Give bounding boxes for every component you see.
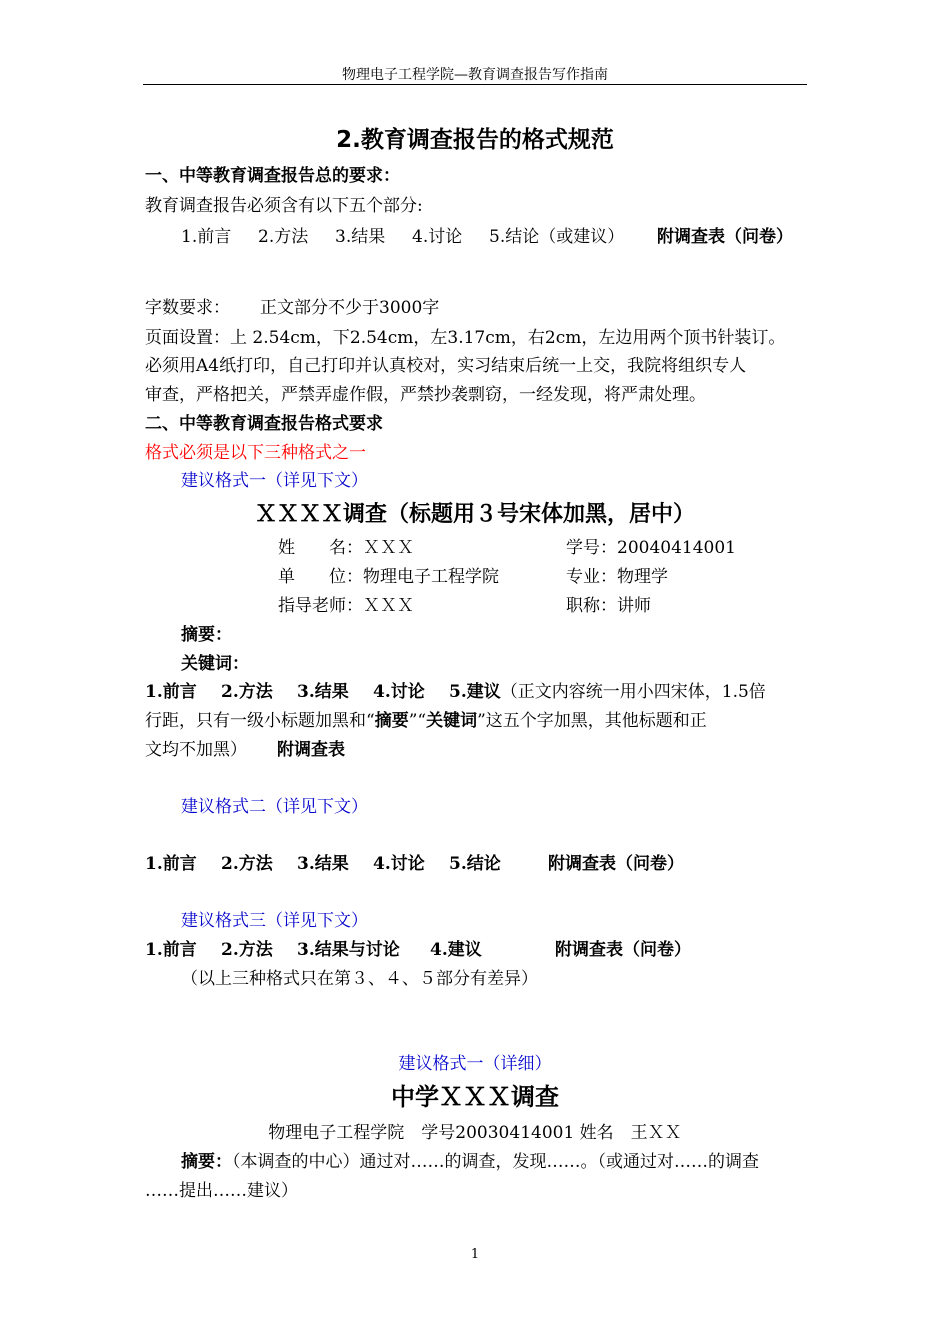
field-student-id: 学号：20040414001	[566, 538, 736, 558]
abstract-label: 摘要：	[181, 1152, 232, 1172]
part-item: 2.方法	[221, 682, 273, 702]
keywords-label: 关键词：	[181, 654, 249, 674]
format-note: （正文内容统一用小四宋体，1.5倍	[500, 682, 766, 702]
page-setup-line: 审查，严格把关，严禁弄虚作假，严禁抄袭剽窃，一经发现，将严肃处理。	[145, 385, 706, 405]
part-item: 4.讨论	[412, 227, 463, 247]
detail-label: 建议格式一（详细）	[398, 1054, 552, 1074]
part-item: 4.讨论	[373, 854, 425, 874]
part-item: 5.建议	[449, 682, 501, 702]
detail-title: 中学ＸＸＸ调查	[391, 1083, 559, 1111]
format3-label: 建议格式三（详见下文）	[181, 911, 368, 931]
format2-parts-line	[145, 849, 684, 874]
section2-heading: 二、中等教育调查报告格式要求	[145, 414, 383, 434]
section1-parts	[181, 222, 793, 247]
bold-keywords-word: 关键词	[426, 711, 478, 731]
part-item: 3.结果	[297, 682, 349, 702]
page-title: 2.教育调查报告的格式规范	[336, 127, 614, 153]
page-number: 1	[470, 1247, 480, 1262]
part-item: 1.前言	[145, 682, 197, 702]
appendix-label: 附调查表	[277, 740, 345, 760]
part-item: 2.方法	[221, 940, 273, 960]
appendix-label: 附调查表（问卷）	[555, 940, 691, 960]
red-note: 格式必须是以下三种格式之一	[145, 443, 366, 463]
part-item: 4.建议	[430, 940, 482, 960]
section1-heading: 一、中等教育调查报告总的要求：	[145, 166, 400, 186]
part-item: 2.方法	[221, 854, 273, 874]
appendix-label: 附调查表（问卷）	[548, 854, 684, 874]
detail-abstract-line: ……提出……建议）	[145, 1181, 298, 1201]
word-count-label: 字数要求：	[145, 298, 230, 318]
format1-parts-line	[145, 677, 766, 702]
field-title: 职称：讲师	[566, 596, 651, 616]
part-item: 3.结果	[297, 854, 349, 874]
field-name: 姓 名：ＸＸＸ	[278, 538, 414, 558]
format1-note-line: 行距，只有一级小标题加黑和“摘要”“关键词”这五个字加黑，其他标题和正	[145, 711, 707, 731]
section1-intro: 教育调查报告必须含有以下五个部分:	[145, 196, 423, 216]
detail-abstract-line: 摘要：（本调查的中心）通过对……的调查，发现……。（或通过对……的调查	[181, 1152, 759, 1172]
appendix-label: 附调查表（问卷）	[657, 227, 793, 247]
page-setup-line: 页面设置：上 2.54cm，下2.54cm，左3.17cm，右2cm，左边用两个顶书针装订。	[145, 328, 786, 348]
part-item: 2.方法	[258, 227, 309, 247]
author-line: 物理电子工程学院 学号20030414001 姓名 王ＸＸ	[268, 1123, 682, 1143]
bold-abstract-word: 摘要	[374, 711, 409, 731]
part-item: 1.前言	[181, 227, 232, 247]
field-advisor: 指导老师：ＸＸＸ	[278, 596, 414, 616]
word-count-value: 正文部分不少于3000字	[260, 298, 440, 318]
format3-parts-line	[145, 935, 691, 960]
part-item: 3.结果	[335, 227, 386, 247]
format3-note: （以上三种格式只在第３、４、５部分有差异）	[181, 969, 538, 989]
part-item: 4.讨论	[373, 682, 425, 702]
part-item: 5.结论	[449, 854, 501, 874]
part-item: 1.前言	[145, 854, 197, 874]
part-item: 3.结果与讨论	[297, 940, 400, 960]
abstract-label: 摘要：	[181, 625, 232, 645]
word-count-line	[145, 293, 439, 318]
running-header: 物理电子工程学院—教育调查报告写作指南	[342, 67, 608, 83]
format1-title: ＸＸＸＸ调查（标题用３号宋体加黑，居中）	[254, 502, 695, 527]
part-item: 5.结论（或建议）	[489, 227, 625, 247]
field-major: 专业：物理学	[566, 567, 668, 587]
format2-label: 建议格式二（详见下文）	[181, 797, 368, 817]
field-unit: 单 位：物理电子工程学院	[278, 567, 499, 587]
header-rule	[143, 84, 807, 85]
part-item: 1.前言	[145, 940, 197, 960]
format1-note-line: 文均不加黑） 附调查表	[145, 740, 345, 760]
format1-label: 建议格式一（详见下文）	[181, 471, 368, 491]
page-setup-line: 必须用A4纸打印，自己打印并认真校对，实习结束后统一上交，我院将组织专人	[145, 356, 747, 376]
